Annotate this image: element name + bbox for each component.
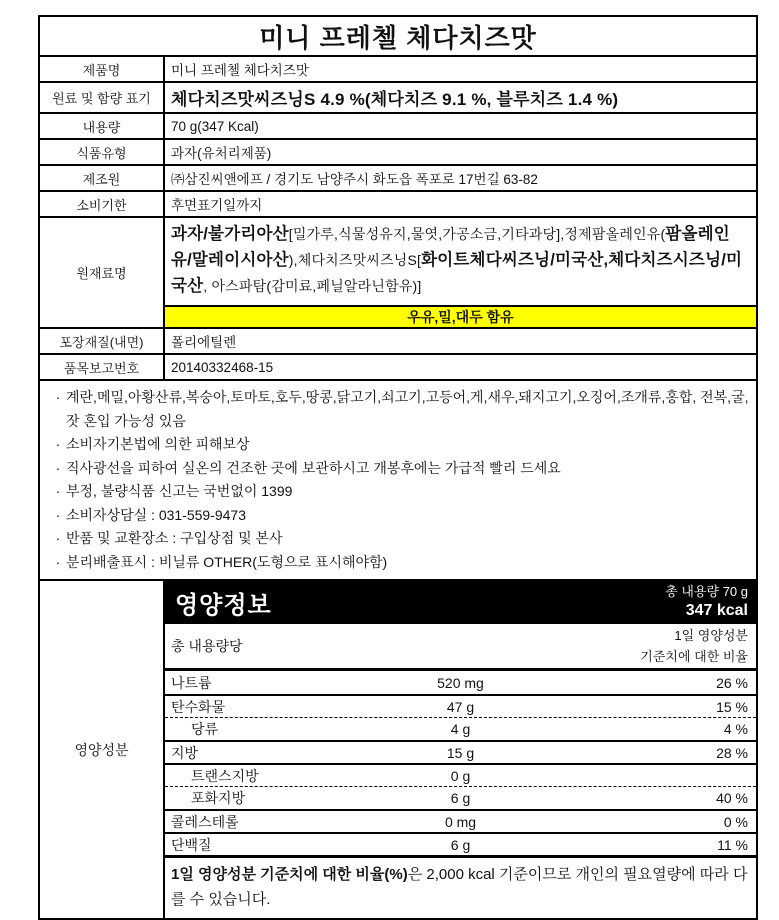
ingredient-segment: 과자/불가리아산: [171, 225, 289, 243]
nutrient-amount: 0 g: [450, 767, 471, 784]
per-serving-label: 총 내용량당: [171, 638, 243, 654]
row-value: 20140332468-15: [171, 359, 274, 375]
nutrient-amount: 0 mg: [444, 813, 477, 830]
ingredient-segment: [밀가루,식물성유지,물엿,가공소금,기타과당],정제팜올레인유(: [288, 226, 666, 242]
daily-value-line1: 1일 영양성분: [674, 627, 748, 643]
product-title: 미니 프레첼 체다치즈맛: [259, 22, 537, 53]
row-value: 70 g(347 Kcal): [171, 118, 259, 134]
nutrition-footnote: [165, 855, 756, 918]
bullet-icon: ·: [55, 389, 61, 405]
nutrient-dv: 11 %: [717, 836, 748, 853]
ingredient-segment: , 아스파탐(감미료,페닐알라닌함유)]: [203, 278, 422, 294]
row-label: 제조원: [40, 166, 165, 190]
ingredient-segment: 팜올레인유/말레이시아산: [171, 225, 730, 269]
row-value: 체다치즈맛씨즈닝S 4.9 %(체다치즈 9.1 %, 블루치즈 1.4 %): [171, 90, 619, 109]
table-row-product-name: [40, 55, 756, 81]
notice-text: 소비자기본법에 의한 피해보상: [66, 436, 250, 452]
nutrient-name: 지방: [171, 744, 199, 761]
nutrition-header-right: [665, 584, 748, 620]
row-label: 품목보고번호: [40, 355, 165, 379]
notice-text: 부정, 불량식품 신고는 국번없이 1399: [66, 483, 293, 499]
bullet-icon: ·: [55, 506, 61, 523]
nutrient-amount: 520 mg: [437, 674, 484, 691]
table-row-cholesterol: [165, 809, 756, 832]
nutrient-name: 단백질: [171, 836, 212, 853]
row-label: 내용량: [40, 114, 165, 138]
notice-text: 소비자상담실 : 031-559-9473: [66, 506, 246, 523]
bullet-icon: ·: [55, 459, 61, 476]
table-row-saturated-fat: [165, 786, 756, 809]
notices-section: [40, 379, 756, 579]
nutrient-name: 탄수화물: [171, 698, 226, 715]
nutrition-title: 영양정보: [175, 592, 272, 619]
row-value: 폴리에틸렌: [171, 335, 237, 350]
table-row-packaging: [40, 327, 756, 353]
nutrient-name: 트랜스지방: [191, 767, 259, 784]
table-row-expiry: [40, 190, 756, 216]
list-item: [50, 504, 750, 528]
ingredient-segment: 화이트체다씨즈닝/미국산,체다치즈시즈닝/미국산: [171, 251, 743, 295]
notice-text: 계란,메밀,아황산류,복숭아,토마토,호두,땅콩,닭고기,쇠고기,고등어,게,새우,돼지고기,오징어,조개류,홍합, 전복,굴,잣 혼입 가능성 있음: [66, 389, 749, 429]
nutrition-header: [165, 581, 756, 624]
row-label: 원료 및 함량 표기: [40, 83, 165, 112]
nutrient-dv: 26 %: [716, 674, 748, 691]
list-item: [50, 386, 750, 433]
nutrient-amount: 15 g: [446, 744, 475, 761]
nutrient-amount: 4 g: [450, 721, 471, 737]
row-value: 과자(유처리제품): [171, 146, 272, 161]
nutrient-dv: 28 %: [716, 744, 748, 761]
table-row-sodium: [165, 671, 756, 694]
notice-text: 반품 및 교환장소 : 구입상점 및 본사: [66, 530, 283, 546]
nutrient-dv: 15 %: [716, 698, 748, 715]
table-row-raw-materials: [40, 216, 756, 327]
table-row-protein: [165, 832, 756, 855]
table-row-food-type: [40, 138, 756, 164]
table-row-ingredient-content: [40, 81, 756, 112]
table-row-manufacturer: [40, 164, 756, 190]
row-value: 후면표기일까지: [171, 198, 263, 213]
nutrient-amount: 6 g: [450, 836, 471, 853]
total-calories: 347 kcal: [685, 601, 748, 619]
nutrition-subheader: [165, 624, 756, 671]
table-row-net-weight: [40, 112, 756, 138]
total-amount: 총 내용량 70 g: [665, 584, 748, 600]
row-value: ㈜삼진씨앤에프 / 경기도 남양주시 화도읍 폭포로 17번길 63-82: [171, 172, 538, 187]
footnote-bold: 1일 영양성분 기준치에 대한 비율(%): [171, 866, 408, 883]
bullet-icon: ·: [55, 553, 61, 570]
nutrient-dv: 40 %: [716, 790, 748, 806]
row-label: 소비기한: [40, 192, 165, 216]
daily-value-line2: 기준치에 대한 비율: [640, 649, 748, 664]
nutrition-section: [40, 579, 756, 918]
table-row-carbohydrate: [165, 694, 756, 717]
list-item: [50, 551, 750, 575]
row-label: 영양성분: [40, 581, 165, 918]
row-value: 미니 프레첼 체다치즈맛: [171, 63, 309, 78]
notice-text: 직사광선을 피하여 실온의 건조한 곳에 보관하시고 개봉후에는 가급적 빨리 드세요: [66, 459, 561, 476]
nutrition-facts-panel: [165, 581, 756, 918]
bullet-icon: ·: [55, 436, 61, 452]
row-label: 포장재질(내면): [40, 329, 165, 353]
list-item: [50, 480, 750, 504]
row-label: 제품명: [40, 57, 165, 81]
footnote-rest: 은 2,000 kcal 기준이므로 개인의 필요열량에 따라 다를 수 있습니다.: [171, 866, 748, 908]
nutrient-name: 나트륨: [171, 674, 212, 691]
list-item: [50, 457, 750, 481]
table-row-fat: [165, 740, 756, 763]
bullet-icon: ·: [55, 530, 61, 546]
table-row-report-number: [40, 353, 756, 379]
table-row-trans-fat: [165, 763, 756, 786]
bullet-icon: ·: [55, 483, 61, 499]
row-label: 원재료명: [40, 218, 165, 327]
notice-text: 분리배출표시 : 비닐류 OTHER(도형으로 표시해야함): [66, 553, 388, 570]
nutrient-amount: 6 g: [450, 790, 471, 806]
list-item: [50, 433, 750, 457]
nutrient-name: 당류: [191, 721, 219, 737]
nutrient-dv: 4 %: [723, 721, 748, 737]
nutrient-name: 콜레스테롤: [171, 813, 239, 830]
nutrient-amount: 47 g: [446, 698, 475, 715]
row-label: 식품유형: [40, 140, 165, 164]
table-row-sugars: [165, 717, 756, 740]
nutrient-dv: 0 %: [723, 813, 748, 830]
ingredients-cell: [165, 218, 756, 327]
ingredients-text: [165, 218, 756, 305]
list-item: [50, 527, 750, 551]
allergen-notice-banner: 우유,밀,대두 함유: [165, 305, 756, 327]
nutrient-name: 포화지방: [191, 790, 246, 806]
daily-value-label: [640, 625, 748, 668]
product-label-sheet: [38, 15, 758, 920]
ingredient-segment: ),체다치즈맛씨즈닝S[: [288, 252, 422, 268]
